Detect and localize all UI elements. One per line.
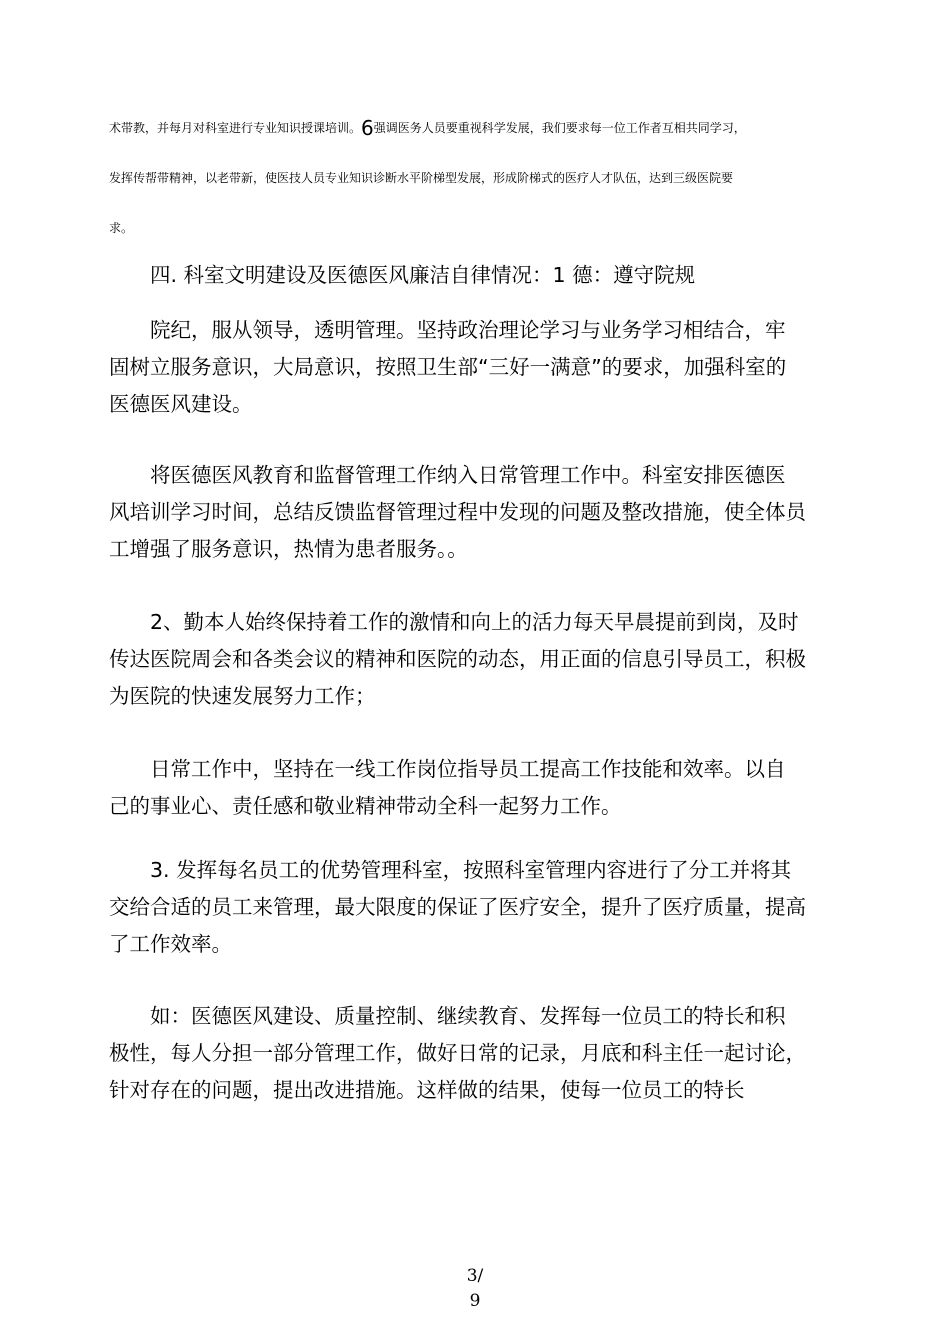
text-line: 固树立服务意识，大局意识，按照卫生部“三好一满意”的要求，加强科室的 xyxy=(109,355,787,379)
page-number-current: 3/ xyxy=(466,1266,484,1286)
small-text-line: 发挥传帮带精神，以老带新，使医技人员专业知识诊断水平阶梯型发展，形成阶梯式的医疗人才队伍，达到三级医院要 xyxy=(109,171,734,185)
paragraph xyxy=(109,457,837,568)
text-line: 医德医风建设。 xyxy=(109,392,253,416)
small-text-segment: 术带教，并每月对科室进行专业知识授课培训。 xyxy=(109,121,362,135)
text-line: 了工作效率。 xyxy=(109,932,232,956)
text-line: 日常工作中，坚持在一线工作岗位指导员工提高工作技能和效率。以自 xyxy=(109,757,786,781)
small-text-segment: 强调医务人员要重视科学发展，我们要求每一位工作者互相共同学习， xyxy=(373,121,746,135)
text-line: 将医德医风教育和监督管理工作纳入日常管理工作中。科室安排医德医 xyxy=(109,463,786,487)
page-number-total: 9 xyxy=(469,1291,481,1311)
paragraph xyxy=(109,852,837,963)
text-line: 风培训学习时间，总结反馈监督管理过程中发现的问题及整改措施，使全体员 xyxy=(109,500,806,524)
section-heading xyxy=(109,257,837,294)
item-number: 6 xyxy=(361,116,374,140)
text-line: 极性，每人分担一部分管理工作，做好日常的记录，月底和科主任一起讨论， xyxy=(109,1041,806,1065)
text-line: 为医院的快速发展努力工作； xyxy=(109,684,376,708)
text-line: 2、勤本人始终保持着工作的激情和向上的活力每天早晨提前到岗，及时 xyxy=(109,610,799,634)
text-line: 针对存在的问题，提出改进措施。这样做的结果，使每一位员工的特长 xyxy=(109,1078,745,1102)
page-number xyxy=(455,1264,495,1314)
paragraph xyxy=(109,604,837,715)
text-line: 3. 发挥每名员工的优势管理科室，按照科室管理内容进行了分工并将其 xyxy=(109,858,792,882)
paragraph xyxy=(109,312,837,423)
text-line: 传达医院周会和各类会议的精神和医院的动态，用正面的信息引导员工，积极 xyxy=(109,647,806,671)
paragraph xyxy=(109,998,837,1109)
text-line: 交给合适的员工来管理，最大限度的保证了医疗安全，提升了医疗质量，提高 xyxy=(109,895,806,919)
paragraph xyxy=(109,751,837,825)
small-text-block xyxy=(109,116,835,272)
text-line: 己的事业心、责任感和敬业精神带动全科一起努力工作。 xyxy=(109,794,622,818)
small-text-line xyxy=(109,116,835,140)
text-line: 院纪，服从领导，透明管理。坚持政治理论学习与业务学习相结合，牢 xyxy=(109,318,786,342)
text-line: 如：医德医风建设、质量控制、继续教育、发挥每一位员工的特长和积 xyxy=(109,1004,786,1028)
small-text-line: 求。 xyxy=(109,221,134,235)
text-line: 工增强了服务意识，热情为患者服务。。 xyxy=(109,537,468,561)
text-line: 四. 科室文明建设及医德医风廉洁自律情况：1 德：遵守院规 xyxy=(109,263,696,287)
